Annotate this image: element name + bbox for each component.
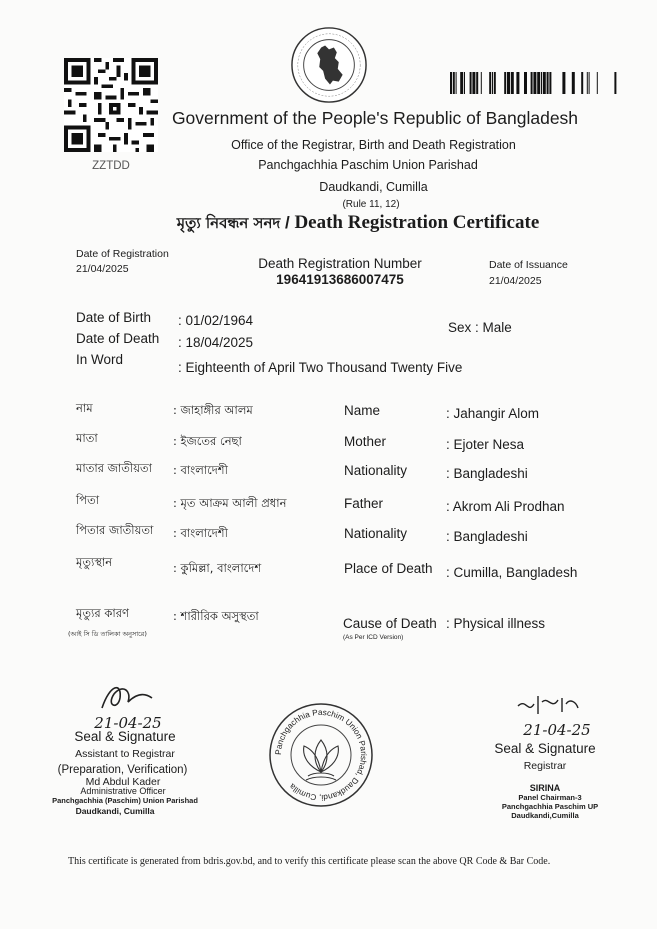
registrar-signature-icon: [512, 692, 582, 720]
government-emblem-icon: [290, 26, 368, 104]
assistant-title: Administrative Officer: [80, 786, 166, 796]
cause-of-death-bn-label: মৃত্যুর কারণ: [76, 606, 129, 620]
assistant-sign-date: 21-04-25: [94, 714, 162, 732]
father-nationality-value: : Bangladeshi: [446, 529, 528, 544]
cause-of-death-value: : Physical illness: [446, 616, 546, 631]
footer-note: This certificate is generated from bdris.gov.bd, and to verify this certificate please scan the above QR Code & Bar Code.: [68, 856, 551, 867]
dob-value: : 01/02/1964: [178, 313, 254, 328]
registrar-name: SIRINA: [529, 783, 561, 793]
union-parishad: Panchgachhia Paschim Union Parishad: [258, 158, 478, 172]
name-bn-label: নাম: [76, 401, 93, 415]
place-of-death-label: Place of Death: [344, 561, 433, 576]
certificate-title-separator: /: [280, 213, 295, 232]
father-bn-value: : মৃত আক্রম আলী প্রধান: [173, 496, 287, 510]
certificate-title-bn: মৃত্যু নিবন্ধন সনদ: [176, 214, 281, 232]
name-bn-value: : জাহাঙ্গীর আলম: [173, 403, 253, 417]
assistant-union: Panchgachhia (Paschim) Union Parishad: [52, 796, 198, 805]
assistant-role-detail: (Preparation, Verification): [57, 764, 188, 776]
registrar-sign-date: 21-04-25: [523, 721, 591, 739]
issuance-date-value: 21/04/2025: [489, 275, 542, 287]
certificate-title-en: Death Registration Certificate: [294, 212, 540, 233]
registration-number-value: 19641913686007475: [276, 272, 404, 287]
assistant-name: Md Abdul Kader: [85, 776, 161, 788]
inword-value: : Eighteenth of April Two Thousand Twenty Five: [178, 360, 463, 375]
cause-note-bn: (আই সি ডি তালিকা অনুসারে): [68, 630, 147, 638]
registration-date-label: Date of Registration: [76, 248, 169, 260]
mother-label: Mother: [344, 434, 387, 449]
cause-of-death-label: Cause of Death: [343, 616, 437, 631]
father-bn-label: পিতা: [76, 493, 100, 507]
name-value: : Jahangir Alom: [446, 406, 540, 421]
government-title: Government of the People's Republic of Bangladesh: [171, 108, 579, 128]
svg-text:Panchgachhia Paschim Union Par: [274, 708, 368, 802]
cause-note-en: (As Per ICD Version): [343, 634, 404, 641]
father-value: : Akrom Ali Prodhan: [446, 499, 565, 514]
assistant-signature-icon: [92, 680, 162, 714]
registration-date-value: 21/04/2025: [76, 263, 129, 275]
mother-bn-label: মাতা: [76, 431, 98, 445]
registrar-role: Registrar: [523, 760, 567, 772]
sex-value: Sex : Male: [448, 320, 512, 335]
place-of-death-bn-value: : কুমিল্লা, বাংলাদেশ: [173, 561, 262, 575]
registration-number-label: Death Registration Number: [258, 256, 422, 271]
father-nationality-bn-value: : বাংলাদেশী: [173, 526, 228, 540]
name-label: Name: [344, 403, 381, 418]
rule-reference: (Rule 11, 12): [342, 199, 400, 210]
mother-nationality-bn-value: : বাংলাদেশী: [173, 463, 228, 477]
inword-label: In Word: [76, 352, 124, 367]
registrar-office: Office of the Registrar, Birth and Death Registration: [231, 138, 516, 152]
dod-label: Date of Death: [76, 331, 160, 346]
dod-value: : 18/04/2025: [178, 335, 254, 350]
registrar-place: Daudkandi,Cumilla: [511, 811, 579, 820]
seal-ring-text: Panchgachhia Paschim Union Parishad, Daudkandi, Cumilla: [273, 707, 369, 803]
assistant-place: Daudkandi, Cumilla: [75, 806, 155, 816]
place-of-death-value: : Cumilla, Bangladesh: [446, 565, 578, 580]
qr-caption: ZZTDD: [92, 160, 130, 172]
place-of-death-bn-label: মৃত্যুস্থান: [76, 555, 113, 569]
office-location: Daudkandi, Cumilla: [319, 180, 428, 194]
assistant-seal-label: Seal & Signature: [74, 729, 176, 744]
barcode: [450, 72, 618, 94]
certificate-title: [0, 212, 657, 237]
mother-bn-value: : ইজতের নেছা: [173, 434, 242, 448]
father-label: Father: [344, 496, 384, 511]
mother-value: : Ejoter Nesa: [446, 437, 525, 452]
assistant-role: Assistant to Registrar: [75, 748, 175, 760]
issuance-date-label: Date of Issuance: [489, 259, 568, 271]
registrar-seal-label: Seal & Signature: [494, 741, 596, 756]
registrar-union: Panchgachhia Paschim UP: [501, 802, 599, 811]
mother-nationality-bn-label: মাতার জাতীয়তা: [76, 461, 152, 475]
father-nationality-label: Nationality: [344, 526, 408, 541]
cause-of-death-bn-value: : শারীরিক অসুস্থতা: [173, 609, 259, 623]
mother-nationality-label: Nationality: [344, 463, 408, 478]
mother-nationality-value: : Bangladeshi: [446, 466, 528, 481]
registrar-title: Panel Chairman-3: [518, 793, 582, 802]
dob-label: Date of Birth: [76, 310, 152, 325]
union-parishad-seal-icon: [268, 702, 374, 808]
father-nationality-bn-label: পিতার জাতীয়তা: [76, 523, 154, 537]
